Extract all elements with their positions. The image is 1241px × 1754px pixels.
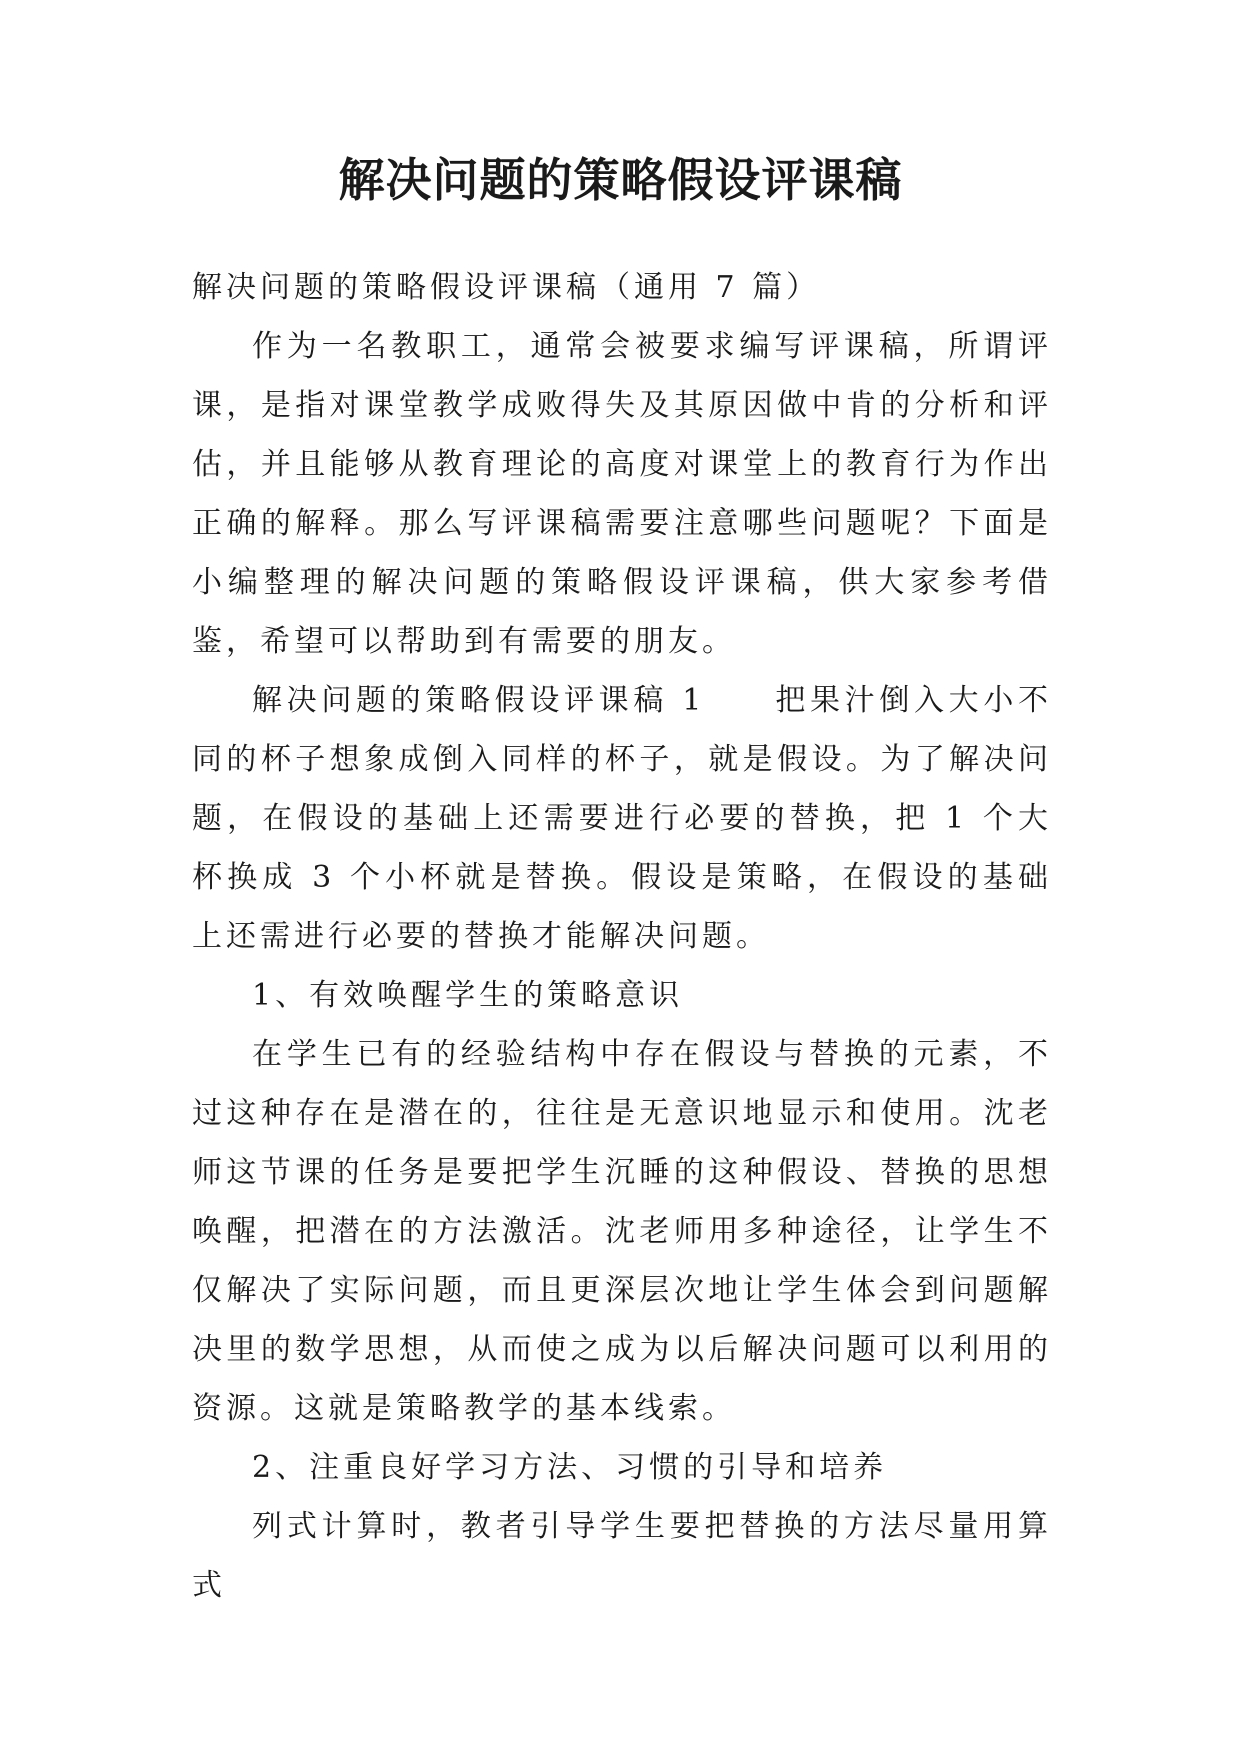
- section-1-paragraph: 在学生已有的经验结构中存在假设与替换的元素，不过这种存在是潜在的，往往是无意识地显示和使用。沈老师这节课的任务是要把学生沉睡的这种假设、替换的思想唤醒，把潜在的方法激活。沈老师用多种途径，让学生不仅解决了实际问题，而且更深层次地让学生体会到问题解决里的数学思想，从而使之成为以后解决问题可以利用的资源。这就是策略教学的基本线索。: [192, 1037, 1052, 1426]
- section-heading-2: 2、注重良好学习方法、习惯的引导和培养: [252, 1450, 888, 1485]
- section-heading-1: 1、有效唤醒学生的策略意识: [252, 978, 684, 1013]
- document-body: [192, 258, 1052, 1615]
- document-title: 解决问题的策略假设评课稿: [338, 153, 903, 207]
- essay-1-paragraph: 解决问题的策略假设评课稿 1 把果汁倒入大小不同的杯子想象成倒入同样的杯子，就是假设。为了解决问题，在假设的基础上还需要进行必要的替换，把 1 个大杯换成 3 个小杯就是替换。假设是策略，在假设的基础上还需进行必要的替换才能解决问题。: [192, 683, 1052, 954]
- intro-paragraph: 作为一名教职工，通常会被要求编写评课稿，所谓评课，是指对课堂教学成败得失及其原因做中肯的分析和评估，并且能够从教育理论的高度对课堂上的教育行为作出正确的解释。那么写评课稿需要注意哪些问题呢？下面是小编整理的解决问题的策略假设评课稿，供大家参考借鉴，希望可以帮助到有需要的朋友。: [192, 329, 1052, 659]
- section-2-paragraph: 列式计算时，教者引导学生要把替换的方法尽量用算式: [192, 1509, 1052, 1603]
- subtitle-paragraph: 解决问题的策略假设评课稿（通用 7 篇）: [192, 270, 821, 305]
